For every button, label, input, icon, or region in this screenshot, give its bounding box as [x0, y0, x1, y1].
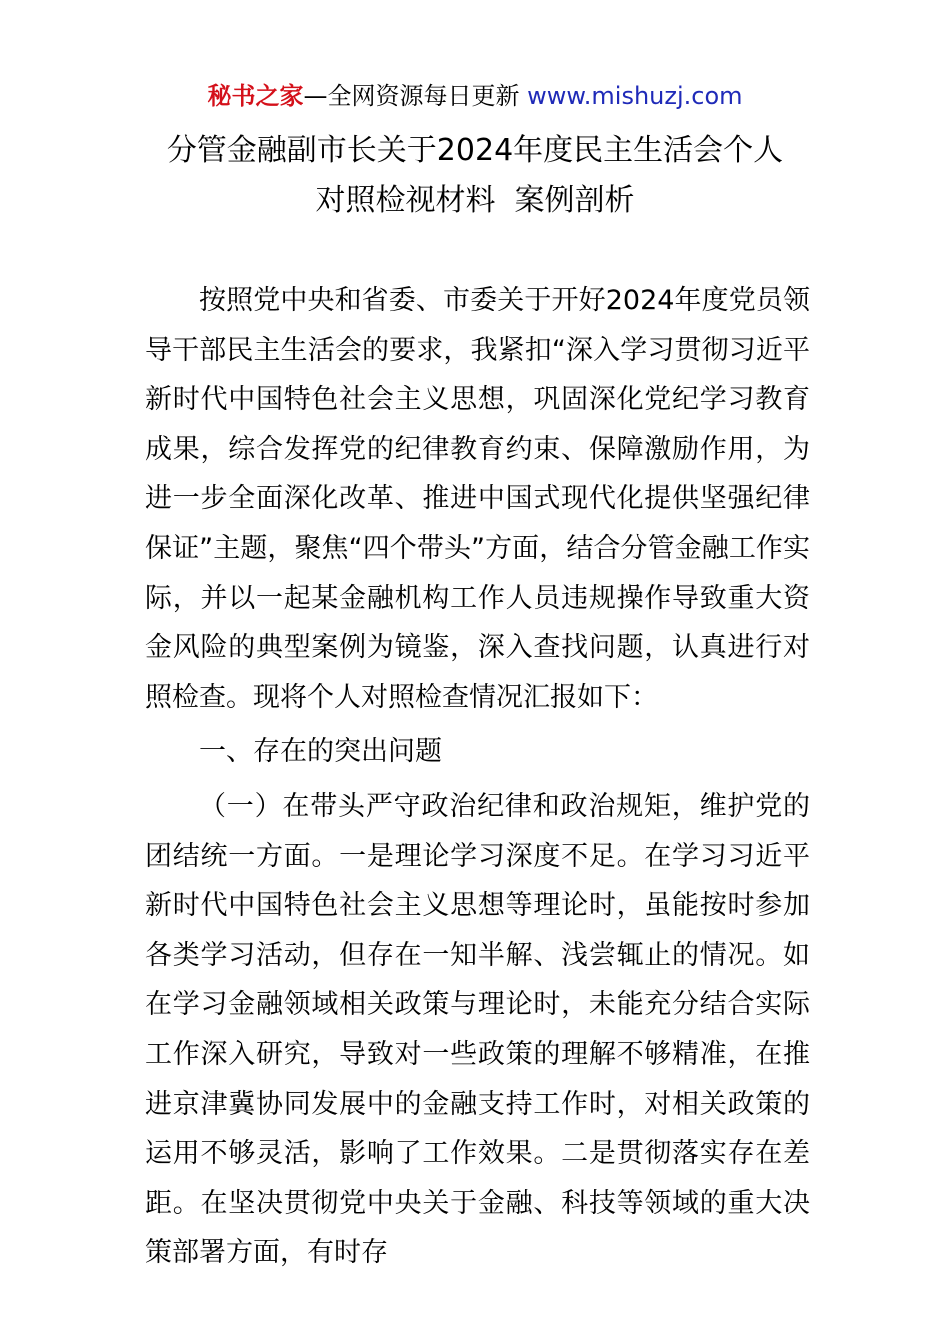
title-line-2: 对照检视材料 案例剖析 [315, 183, 635, 218]
intro-paragraph: 按照党中央和省委、市委关于开好2024年度党员领导干部民主生活会的要求，我紧扣“深入学习贯彻习近平新时代中国特色社会主义思想，巩固深化党纪学习教育成果，综合发挥党的纪律教育约束、保障激励作用，为进一步全面深化改革、推进中国式现代化提供坚强纪律保证”主题，聚焦“四个带头”方面，结合分管金融工作实际，并以一起某金融机构工作人员违规操作导致重大资金风险的典型案例为镜鉴，深入查找问题，认真进行对照检查。现将个人对照检查情况汇报如下： [145, 285, 810, 713]
document-body [145, 276, 810, 1278]
site-header [0, 80, 950, 112]
document-title [60, 126, 890, 226]
brand-name: 秘书之家 [207, 82, 304, 110]
body-paragraph: （一）在带头严守政治纪律和政治规矩，维护党的团结统一方面。一是理论学习深度不足。在学习习近平新时代中国特色社会主义思想等理论时，虽能按时参加各类学习活动，但存在一知半解、浅尝辄止的情况。如在学习金融领域相关政策与理论时，未能充分结合实际工作深入研究，导致对一些政策的理解不够精准，在推进京津冀协同发展中的金融支持工作时，对相关政策的运用不够灵活，影响了工作效果。二是贯彻落实存在差距。在坚决贯彻党中央关于金融、科技等领域的重大决策部署方面，有时存 [145, 790, 810, 1269]
title-line-1: 分管金融副市长关于2024年度民主生活会个人 [166, 133, 784, 168]
header-slogan: —全网资源每日更新 [303, 82, 520, 110]
section-heading: 一、存在的突出问题 [199, 736, 442, 768]
site-url-link[interactable]: www.mishuzj.com [527, 82, 743, 110]
